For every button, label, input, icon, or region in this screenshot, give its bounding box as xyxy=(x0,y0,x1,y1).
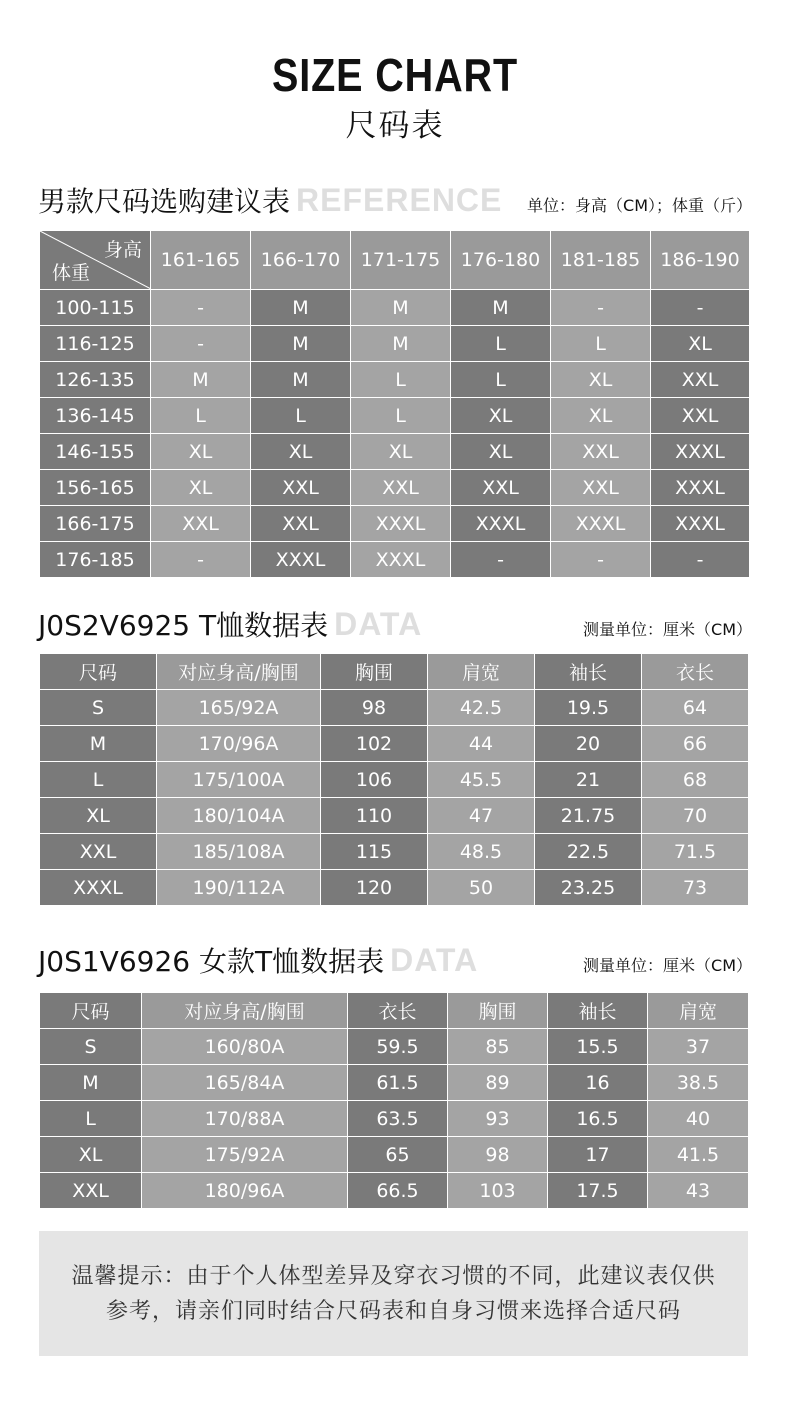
table-row xyxy=(40,506,750,542)
men-table-header xyxy=(38,606,752,646)
column-header: 肩宽 xyxy=(428,654,535,690)
tip-note xyxy=(39,1231,748,1356)
table-cell: 68 xyxy=(642,762,749,798)
table-cell: XXXL xyxy=(651,434,750,470)
table-cell: - xyxy=(551,290,651,326)
table-cell: 40 xyxy=(648,1101,749,1137)
table-cell: 50 xyxy=(428,870,535,906)
column-header: 肩宽 xyxy=(648,993,749,1029)
table-cell: 16 xyxy=(548,1065,648,1101)
table-cell: XXL xyxy=(651,398,750,434)
table-row xyxy=(40,1065,749,1101)
row-header: 136-145 xyxy=(40,398,151,434)
table-row xyxy=(40,834,749,870)
column-header: 161-165 xyxy=(151,231,251,290)
reference-title-cn: 男款尺码选购建议表 xyxy=(38,185,291,218)
table-cell: L xyxy=(351,398,451,434)
table-cell: 66.5 xyxy=(348,1173,448,1209)
table-cell: 21.75 xyxy=(535,798,642,834)
table-row xyxy=(40,1137,749,1173)
women-table-title-en: DATA xyxy=(390,942,479,978)
table-cell: 170/88A xyxy=(142,1101,348,1137)
row-header: 176-185 xyxy=(40,542,151,578)
table-cell: 175/100A xyxy=(157,762,321,798)
table-cell: 15.5 xyxy=(548,1029,648,1065)
table-cell: 16.5 xyxy=(548,1101,648,1137)
table-cell: XXXL xyxy=(551,506,651,542)
table-row xyxy=(40,870,749,906)
column-header: 衣长 xyxy=(348,993,448,1029)
row-header: XXL xyxy=(40,1173,142,1209)
table-cell: 89 xyxy=(448,1065,548,1101)
table-cell: 73 xyxy=(642,870,749,906)
table-cell: 19.5 xyxy=(535,690,642,726)
table-cell: 48.5 xyxy=(428,834,535,870)
men-table-title xyxy=(38,604,422,644)
table-cell: XL xyxy=(551,398,651,434)
table-row xyxy=(40,1101,749,1137)
row-header: XL xyxy=(40,798,157,834)
column-header: 衣长 xyxy=(642,654,749,690)
table-cell: M xyxy=(251,290,351,326)
table-cell: 93 xyxy=(448,1101,548,1137)
table-cell: 59.5 xyxy=(348,1029,448,1065)
table-cell: XXL xyxy=(451,470,551,506)
table-cell: M xyxy=(251,326,351,362)
row-header: 116-125 xyxy=(40,326,151,362)
row-header: XXXL xyxy=(40,870,157,906)
table-cell: - xyxy=(151,326,251,362)
column-header: 166-170 xyxy=(251,231,351,290)
table-cell: 180/104A xyxy=(157,798,321,834)
table-cell: XL xyxy=(351,434,451,470)
table-row xyxy=(40,798,749,834)
table-cell: L xyxy=(451,362,551,398)
table-cell: M xyxy=(351,290,451,326)
table-cell: XXL xyxy=(251,506,351,542)
page-title: SIZE CHART xyxy=(272,49,518,101)
row-header: M xyxy=(40,726,157,762)
table-cell: - xyxy=(151,290,251,326)
table-cell: 38.5 xyxy=(648,1065,749,1101)
column-header: 袖长 xyxy=(548,993,648,1029)
table-cell: 165/92A xyxy=(157,690,321,726)
table-cell: XXL xyxy=(651,362,750,398)
table-cell: XXXL xyxy=(451,506,551,542)
table-cell: 65 xyxy=(348,1137,448,1173)
table-row xyxy=(40,326,750,362)
men-table-title-cn: J0S2V6925 T恤数据表 xyxy=(38,609,329,642)
row-header: S xyxy=(40,1029,142,1065)
column-header: 尺码 xyxy=(40,654,157,690)
column-header: 对应身高/胸围 xyxy=(157,654,321,690)
table-cell: 175/92A xyxy=(142,1137,348,1173)
men-table-title-en: DATA xyxy=(334,606,423,642)
table-header-row xyxy=(40,654,749,690)
table-row xyxy=(40,1029,749,1065)
table-cell: XXL xyxy=(251,470,351,506)
table-cell: 106 xyxy=(321,762,428,798)
table-cell: 120 xyxy=(321,870,428,906)
table-cell: 23.25 xyxy=(535,870,642,906)
table-cell: XXL xyxy=(351,470,451,506)
table-row xyxy=(40,542,750,578)
reference-unit: 单位：身高（CM）；体重（斤） xyxy=(527,196,752,215)
table-cell: L xyxy=(151,398,251,434)
table-cell: 21 xyxy=(535,762,642,798)
table-cell: 165/84A xyxy=(142,1065,348,1101)
column-header: 对应身高/胸围 xyxy=(142,993,348,1029)
column-header: 171-175 xyxy=(351,231,451,290)
row-header: M xyxy=(40,1065,142,1101)
table-cell: XXL xyxy=(551,470,651,506)
table-cell: 160/80A xyxy=(142,1029,348,1065)
table-cell: 64 xyxy=(642,690,749,726)
column-header: 尺码 xyxy=(40,993,142,1029)
tip-note-line2: 参考，请亲们同时结合尺码表和自身习惯来选择合适尺码 xyxy=(105,1299,681,1324)
table-cell: XL xyxy=(451,398,551,434)
table-cell: L xyxy=(251,398,351,434)
row-header: 166-175 xyxy=(40,506,151,542)
table-cell: 17 xyxy=(548,1137,648,1173)
corner-weight-label: 体重 xyxy=(52,262,91,284)
table-cell: 42.5 xyxy=(428,690,535,726)
table-cell: 66 xyxy=(642,726,749,762)
table-cell: M xyxy=(251,362,351,398)
row-header: 126-135 xyxy=(40,362,151,398)
table-cell: 47 xyxy=(428,798,535,834)
women-table-header xyxy=(38,942,752,982)
table-cell: 44 xyxy=(428,726,535,762)
row-header: XXL xyxy=(40,834,157,870)
table-cell: XL xyxy=(251,434,351,470)
table-cell: 43 xyxy=(648,1173,749,1209)
women-table-title-cn: J0S1V6926 女款T恤数据表 xyxy=(38,945,385,978)
table-row xyxy=(40,290,750,326)
table-header-row xyxy=(40,993,749,1029)
table-row xyxy=(40,434,750,470)
table-cell: 98 xyxy=(321,690,428,726)
table-cell: XL xyxy=(151,434,251,470)
table-cell: XL xyxy=(151,470,251,506)
table-cell: 70 xyxy=(642,798,749,834)
table-cell: 185/108A xyxy=(157,834,321,870)
table-cell: 98 xyxy=(448,1137,548,1173)
page-subtitle: 尺码表 xyxy=(345,108,445,144)
column-header: 186-190 xyxy=(651,231,750,290)
table-cell: M xyxy=(351,326,451,362)
table-row xyxy=(40,470,750,506)
row-header: XL xyxy=(40,1137,142,1173)
row-header: S xyxy=(40,690,157,726)
table-row xyxy=(40,690,749,726)
column-header: 胸围 xyxy=(448,993,548,1029)
table-cell: 22.5 xyxy=(535,834,642,870)
reference-title-en: REFERENCE xyxy=(296,182,503,218)
table-cell: 71.5 xyxy=(642,834,749,870)
table-cell: 85 xyxy=(448,1029,548,1065)
table-cell: 110 xyxy=(321,798,428,834)
corner-height-label: 身高 xyxy=(103,239,142,261)
table-cell: - xyxy=(651,290,750,326)
table-row xyxy=(40,1173,749,1209)
table-row xyxy=(40,398,750,434)
column-header: 181-185 xyxy=(551,231,651,290)
men-size-table xyxy=(39,653,749,906)
column-header: 袖长 xyxy=(535,654,642,690)
table-cell: - xyxy=(651,542,750,578)
table-cell: L xyxy=(351,362,451,398)
reference-title xyxy=(38,180,502,220)
table-cell: 63.5 xyxy=(348,1101,448,1137)
table-cell: 45.5 xyxy=(428,762,535,798)
row-header: 100-115 xyxy=(40,290,151,326)
table-cell: 103 xyxy=(448,1173,548,1209)
table-cell: L xyxy=(551,326,651,362)
column-header: 胸围 xyxy=(321,654,428,690)
table-cell: - xyxy=(151,542,251,578)
table-cell: XXXL xyxy=(351,542,451,578)
table-cell: M xyxy=(451,290,551,326)
table-cell: L xyxy=(451,326,551,362)
row-header: L xyxy=(40,762,157,798)
table-cell: XXL xyxy=(551,434,651,470)
table-cell: 61.5 xyxy=(348,1065,448,1101)
table-cell: XL xyxy=(651,326,750,362)
row-header: L xyxy=(40,1101,142,1137)
women-table-unit: 测量单位：厘米（CM） xyxy=(583,956,752,975)
table-cell: XL xyxy=(551,362,651,398)
table-cell: XXXL xyxy=(351,506,451,542)
table-cell: 41.5 xyxy=(648,1137,749,1173)
table-row xyxy=(40,762,749,798)
column-header: 176-180 xyxy=(451,231,551,290)
reference-table xyxy=(39,230,750,578)
table-cell: 37 xyxy=(648,1029,749,1065)
reference-header xyxy=(38,182,752,222)
row-header: 146-155 xyxy=(40,434,151,470)
table-cell: 115 xyxy=(321,834,428,870)
table-cell: XL xyxy=(451,434,551,470)
table-cell: - xyxy=(451,542,551,578)
table-cell: 170/96A xyxy=(157,726,321,762)
women-table-title xyxy=(38,940,478,980)
men-table-unit: 测量单位：厘米（CM） xyxy=(583,620,752,639)
women-size-table xyxy=(39,992,749,1209)
table-cell: XXXL xyxy=(651,506,750,542)
table-cell: 102 xyxy=(321,726,428,762)
table-cell: XXXL xyxy=(651,470,750,506)
table-cell: 17.5 xyxy=(548,1173,648,1209)
reference-header-row xyxy=(40,231,750,290)
table-cell: 20 xyxy=(535,726,642,762)
table-row xyxy=(40,362,750,398)
table-cell: M xyxy=(151,362,251,398)
reference-corner-cell xyxy=(40,231,151,290)
table-cell: 190/112A xyxy=(157,870,321,906)
table-cell: - xyxy=(551,542,651,578)
table-cell: 180/96A xyxy=(142,1173,348,1209)
row-header: 156-165 xyxy=(40,470,151,506)
table-row xyxy=(40,726,749,762)
table-cell: XXL xyxy=(151,506,251,542)
tip-note-line1: 温馨提示：由于个人体型差异及穿衣习惯的不同，此建议表仅供 xyxy=(71,1264,716,1289)
table-cell: XXXL xyxy=(251,542,351,578)
